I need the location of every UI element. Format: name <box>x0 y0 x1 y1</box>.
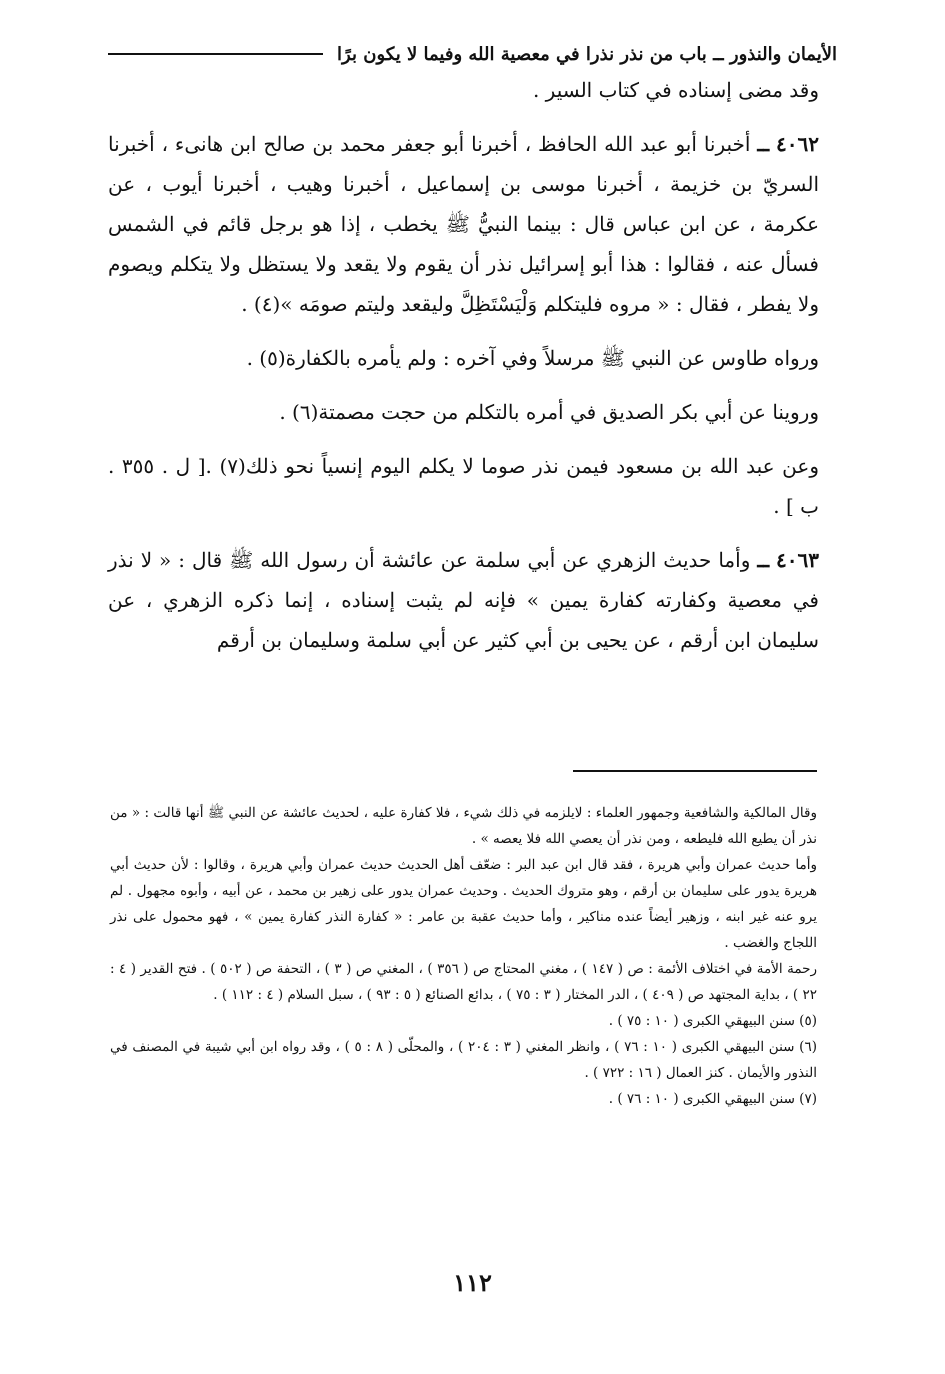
hadith-dash: ــ <box>757 548 770 572</box>
hadith-dash: ــ <box>757 132 770 156</box>
header-rule <box>108 53 323 55</box>
main-text <box>108 70 819 660</box>
footnote-item: (٦) سنن البيهقي الكبرى ( ١٠ : ٧٦ ) ، وانظر المغني ( ٣ : ٢٠٤ ) ، والمحلّى ( ٨ : ٥ ) ، وقد رواه ابن أبي شيبة في المصنف في النذور والأيمان . كنز العمال ( ١٦ : ٧٢٢ ) . <box>110 1039 817 1081</box>
footnote-rule <box>573 770 817 772</box>
footnote-item: وقال المالكية والشافعية وجمهور العلماء : لايلزمه في ذلك شيء ، فلا كفارة عليه ، لحديث عائشة عن النبي ﷺ أنها قالت : « من نذر أن يطيع الله فليطعه ، ومن نذر أن يعصي الله فلا يعصه » . <box>110 805 817 847</box>
hadith-4062 <box>108 124 819 324</box>
paragraph-tawus: ورواه طاوس عن النبي ﷺ مرسلاً وفي آخره : ولم يأمره بالكفارة(٥) . <box>246 346 819 370</box>
footnote-item: (٧) سنن البيهقي الكبرى ( ١٠ : ٧٦ ) . <box>608 1091 817 1107</box>
footnote-item: وأما حديث عمران وأبي هريرة ، فقد قال ابن عبد البر : ضعّف أهل الحديث حديث عمران وأبي هريرة ، وقالوا : لأن حديث أبي هريرة يدور على سليمان بن أرقم ، وهو متروك الحديث . وحديث عمران يدور على زهير بن محمد ، عن أبيه ، وأبوه مجهول . لم يرو عنه غير ابنه ، وزهير أيضاً عنده مناكير ، وأما حديث عقبة بن عامر : « كفارة النذر كفارة يمين » ، فهو محمول على نذر اللجاج والغضب . <box>110 857 817 951</box>
running-title: الأيمان والنذور ــ باب من نذر نذرا في معصية الله وفيما لا يكون برًا <box>337 43 837 65</box>
intro-line: وقد مضى إسناده في كتاب السير . <box>532 78 819 102</box>
hadith-number: ٤٠٦٣ <box>776 548 819 572</box>
hadith-text: وأما حديث الزهري عن أبي سلمة عن عائشة أن رسول الله ﷺ قال : « لا نذر في معصية وكفارته كفارة يمين » فإنه لم يثبت إسناده ، إنما ذكره الزهري ، عن سليمان ابن أرقم ، عن يحيى بن أبي كثير عن أبي سلمة وسليمان بن أرقم <box>108 548 819 652</box>
footnote-item: (٥) سنن البيهقي الكبرى ( ١٠ : ٧٥ ) . <box>608 1013 817 1029</box>
footnotes <box>110 800 817 1112</box>
hadith-number: ٤٠٦٢ <box>776 132 820 156</box>
paragraph-ibnmasud: وعن عبد الله بن مسعود فيمن نذر صوما لا يكلم اليوم إنسياً نحو ذلك(٧) .[ ل . ٣٥٥ . ب ] . <box>108 454 819 518</box>
page-number: ١١٢ <box>453 1268 492 1297</box>
hadith-4063 <box>108 540 819 660</box>
hadith-text: أخبرنا أبو عبد الله الحافظ ، أخبرنا أبو جعفر محمد بن صالح ابن هانىء ، أخبرنا السريّ بن خزيمة ، أخبرنا موسى بن إسماعيل ، أخبرنا وهيب ، أخبرنا أيوب ، عن عكرمة ، عن ابن عباس قال : بينما النبيُّ ﷺ يخطب ، إذا هو برجل قائم في الشمس فسأل عنه ، فقالوا : هذا أبو إسرائيل نذر أن يقوم ولا يقعد ولا يستظل ولا يتكلم ويصوم ولا يفطر ، فقال : « مروه فليتكلم وَلْيَسْتَظِلَّ وليقعد وليتم صومَه »(٤) . <box>108 132 819 316</box>
footnote-item: رحمة الأمة في اختلاف الأئمة : ص ( ١٤٧ ) ، مغني المحتاج ص ( ٣٥٦ ) ، المغني ص ( ٣ ) ، التحفة ص ( ٥٠٢ ) . فتح القدير ( ٤ : ٢٢ ) ، بداية المجتهد ص ( ٤٠٩ ) ، الدر المختار ( ٣ : ٧٥ ) ، بدائع الصنائع ( ٥ : ٩٣ ) ، سبل السلام ( ٤ : ١١٢ ) . <box>110 961 818 1003</box>
running-header <box>108 38 837 70</box>
paragraph-abubakr: وروينا عن أبي بكر الصديق في أمره بالتكلم من حجت مصمتة(٦) . <box>279 400 819 424</box>
